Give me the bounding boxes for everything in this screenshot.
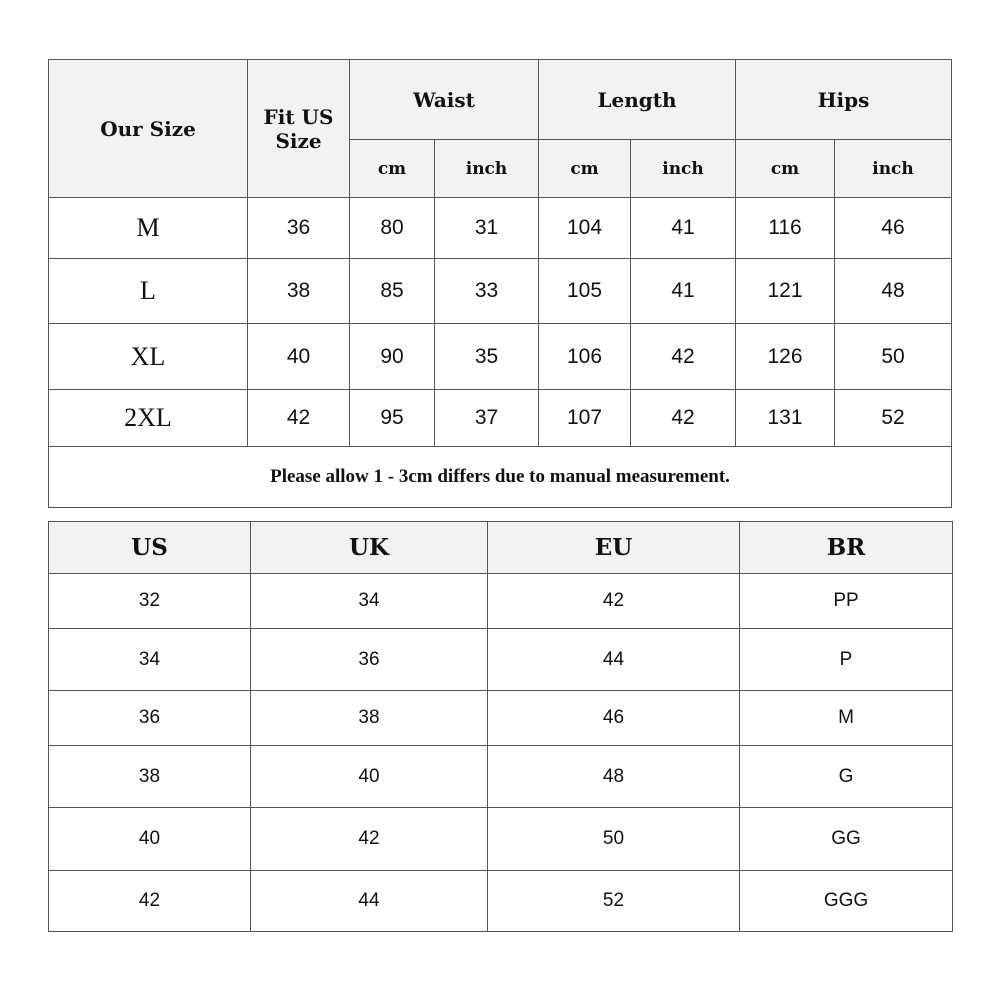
waist-inch-cell: 35 <box>435 324 539 390</box>
subheader-hips-cm: cm <box>736 140 835 198</box>
size-cell: 2XL <box>49 390 248 447</box>
length-inch-cell: 41 <box>631 198 736 259</box>
waist-inch-cell: 37 <box>435 390 539 447</box>
hips-cm-cell: 131 <box>736 390 835 447</box>
table-row <box>49 629 953 691</box>
size-measurement-table <box>48 59 952 508</box>
eu-cell: 48 <box>488 746 740 808</box>
size-cell: L <box>49 259 248 324</box>
us-cell: 34 <box>49 629 251 691</box>
fit-us-cell: 38 <box>248 259 350 324</box>
table-row <box>49 198 952 259</box>
br-cell: PP <box>740 574 953 629</box>
waist-cm-cell: 95 <box>350 390 435 447</box>
table-row <box>49 746 953 808</box>
measurement-note: Please allow 1 - 3cm differs due to manual measurement. <box>49 447 952 508</box>
uk-cell: 34 <box>251 574 488 629</box>
br-cell: P <box>740 629 953 691</box>
length-cm-cell: 105 <box>539 259 631 324</box>
header-hips: Hips <box>736 60 952 140</box>
header-uk: UK <box>251 522 488 574</box>
br-cell: M <box>740 691 953 746</box>
uk-cell: 36 <box>251 629 488 691</box>
uk-cell: 44 <box>251 871 488 932</box>
eu-cell: 52 <box>488 871 740 932</box>
header-us: US <box>49 522 251 574</box>
waist-inch-cell: 31 <box>435 198 539 259</box>
table-row <box>49 691 953 746</box>
hips-inch-cell: 48 <box>835 259 952 324</box>
length-cm-cell: 106 <box>539 324 631 390</box>
subheader-waist-inch: inch <box>435 140 539 198</box>
us-cell: 36 <box>49 691 251 746</box>
us-cell: 38 <box>49 746 251 808</box>
waist-cm-cell: 90 <box>350 324 435 390</box>
table-row <box>49 324 952 390</box>
subheader-waist-cm: cm <box>350 140 435 198</box>
hips-inch-cell: 46 <box>835 198 952 259</box>
header-our-size: Our Size <box>49 60 248 198</box>
hips-cm-cell: 116 <box>736 198 835 259</box>
br-cell: G <box>740 746 953 808</box>
table-row <box>49 574 953 629</box>
hips-inch-cell: 50 <box>835 324 952 390</box>
uk-cell: 40 <box>251 746 488 808</box>
size-cell: M <box>49 198 248 259</box>
fit-us-cell: 42 <box>248 390 350 447</box>
us-cell: 32 <box>49 574 251 629</box>
header-length: Length <box>539 60 736 140</box>
table-row <box>49 259 952 324</box>
hips-cm-cell: 126 <box>736 324 835 390</box>
length-inch-cell: 42 <box>631 390 736 447</box>
hips-cm-cell: 121 <box>736 259 835 324</box>
table-row <box>49 390 952 447</box>
fit-us-cell: 40 <box>248 324 350 390</box>
table-row <box>49 808 953 871</box>
size-conversion-table <box>48 521 953 932</box>
eu-cell: 44 <box>488 629 740 691</box>
header-fit-us-size: Fit US Size <box>248 60 350 198</box>
eu-cell: 50 <box>488 808 740 871</box>
size-cell: XL <box>49 324 248 390</box>
fit-us-cell: 36 <box>248 198 350 259</box>
length-cm-cell: 107 <box>539 390 631 447</box>
subheader-hips-inch: inch <box>835 140 952 198</box>
eu-cell: 46 <box>488 691 740 746</box>
header-br: BR <box>740 522 953 574</box>
br-cell: GG <box>740 808 953 871</box>
length-inch-cell: 42 <box>631 324 736 390</box>
waist-cm-cell: 85 <box>350 259 435 324</box>
header-waist: Waist <box>350 60 539 140</box>
us-cell: 42 <box>49 871 251 932</box>
waist-inch-cell: 33 <box>435 259 539 324</box>
length-inch-cell: 41 <box>631 259 736 324</box>
waist-cm-cell: 80 <box>350 198 435 259</box>
table-row <box>49 871 953 932</box>
eu-cell: 42 <box>488 574 740 629</box>
us-cell: 40 <box>49 808 251 871</box>
subheader-length-cm: cm <box>539 140 631 198</box>
header-eu: EU <box>488 522 740 574</box>
uk-cell: 42 <box>251 808 488 871</box>
subheader-length-inch: inch <box>631 140 736 198</box>
uk-cell: 38 <box>251 691 488 746</box>
br-cell: GGG <box>740 871 953 932</box>
length-cm-cell: 104 <box>539 198 631 259</box>
hips-inch-cell: 52 <box>835 390 952 447</box>
